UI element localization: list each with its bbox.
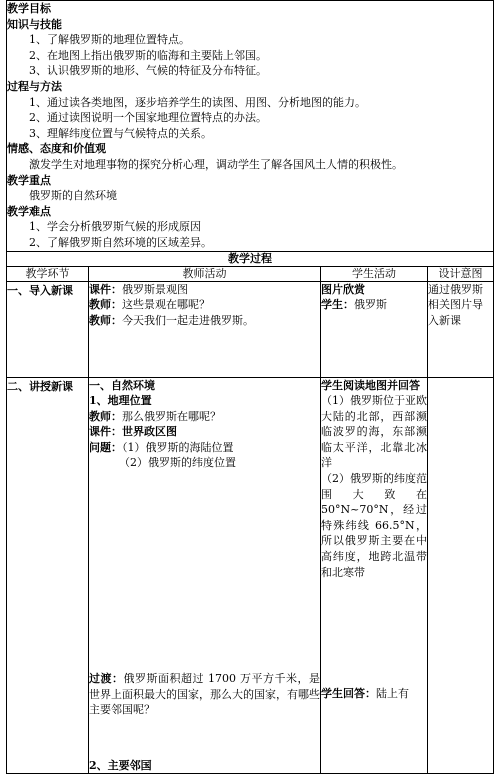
objectives-cell <box>7 1 494 252</box>
teacher-label: 教师： <box>89 409 122 423</box>
student-answer-1: （1）俄罗斯位于亚欧大陆的北部，西部濒临波罗的海，东部濒临太平洋，北靠北冰洋 <box>321 394 427 470</box>
new-lesson-teacher <box>89 377 321 774</box>
difficult-item: 2、了解俄罗斯自然环境的区域差异。 <box>29 235 212 249</box>
header-stage: 教学环节 <box>7 266 89 281</box>
question-label: 问题： <box>89 440 122 454</box>
key-heading: 教学重点 <box>7 173 51 187</box>
intro-text: 这些景观在哪呢？ <box>122 298 210 312</box>
student-answer-2: （2）俄罗斯的纬度范围大致在50°N~70°N，经过特殊纬线 66.5°N，所以俄罗斯主要在中高纬度，地跨北温带和北寒带 <box>321 472 427 579</box>
spacer <box>89 471 320 671</box>
new-lesson-intent <box>428 377 494 774</box>
header-intent: 设计意图 <box>428 266 494 281</box>
attitude-heading: 情感、态度和价值观 <box>7 142 106 156</box>
sub-heading-neighbors: 2、主要邻国 <box>89 758 152 772</box>
student-heading: 学生阅读地图并回答 <box>321 378 420 392</box>
intro-label: 教师： <box>89 313 122 327</box>
intro-text: 俄罗斯景观图 <box>122 282 188 296</box>
knowledge-item: 2、在地图上指出俄罗斯的临海和主要陆上邻国。 <box>29 48 267 62</box>
intro-label: 教师： <box>89 298 122 312</box>
student-answer-label: 学生回答： <box>321 687 376 701</box>
new-lesson-stage: 二、讲授新课 <box>7 377 89 774</box>
header-student: 学生活动 <box>321 266 428 281</box>
difficult-item: 1、学会分析俄罗斯气候的形成原因 <box>29 220 201 234</box>
question-1: （1）俄罗斯的海陆位置 <box>122 440 234 454</box>
key-text: 俄罗斯的自然环境 <box>29 189 117 203</box>
section-title: 一、自然环境 <box>89 378 155 392</box>
courseware-text: 世界政区图 <box>122 425 177 439</box>
lesson-plan-table <box>6 0 494 774</box>
header-teacher: 教师活动 <box>89 266 321 281</box>
intro-intent: 通过俄罗斯相关图片导入新课 <box>428 281 494 377</box>
intro-label: 课件： <box>89 282 122 296</box>
courseware-label: 课件： <box>89 425 122 439</box>
intro-student <box>321 281 428 377</box>
intro-student-heading: 图片欣赏 <box>321 282 365 296</box>
spacer <box>89 718 320 758</box>
intro-teacher <box>89 281 321 377</box>
process-item: 3、理解纬度位置与气候特点的关系。 <box>29 126 212 140</box>
sub-heading-location: 1、地理位置 <box>89 394 152 408</box>
spacer <box>321 580 427 686</box>
process-heading: 过程与方法 <box>7 79 62 93</box>
knowledge-heading: 知识与技能 <box>7 17 62 31</box>
intro-student-label: 学生： <box>321 298 354 312</box>
objectives-title: 教学目标 <box>7 2 51 15</box>
intro-stage: 一、导入新课 <box>7 281 89 377</box>
attitude-text: 激发学生对地理事物的探究分析心理，调动学生了解各国风土人情的积极性。 <box>29 157 403 171</box>
knowledge-item: 3、认识俄罗斯的地形、气候的特征及分布特征。 <box>29 64 267 78</box>
transition-label: 过渡： <box>89 672 124 686</box>
new-lesson-student <box>321 377 428 774</box>
intro-student-text: 俄罗斯 <box>354 298 387 312</box>
process-item: 1、通过读各类地图，逐步培养学生的读图、用图、分析地图的能力。 <box>29 95 366 109</box>
teacher-text: 那么俄罗斯在哪呢？ <box>122 409 221 423</box>
process-table-title: 教学过程 <box>7 251 494 266</box>
knowledge-item: 1、了解俄罗斯的地理位置特点。 <box>29 33 190 47</box>
process-item: 2、通过读图说明一个国家地理位置特点的办法。 <box>29 111 267 125</box>
question-2: （2）俄罗斯的纬度位置 <box>119 456 236 470</box>
intro-text: 今天我们一起走进俄罗斯。 <box>122 313 254 327</box>
difficult-heading: 教学难点 <box>7 204 51 218</box>
transition-text: 俄罗斯面积超过 1700 万平方千米，是世界上面积最大的国家，那么大的国家，有哪些主要邻国呢？ <box>89 672 320 717</box>
student-answer-text: 陆上有 <box>376 687 409 701</box>
